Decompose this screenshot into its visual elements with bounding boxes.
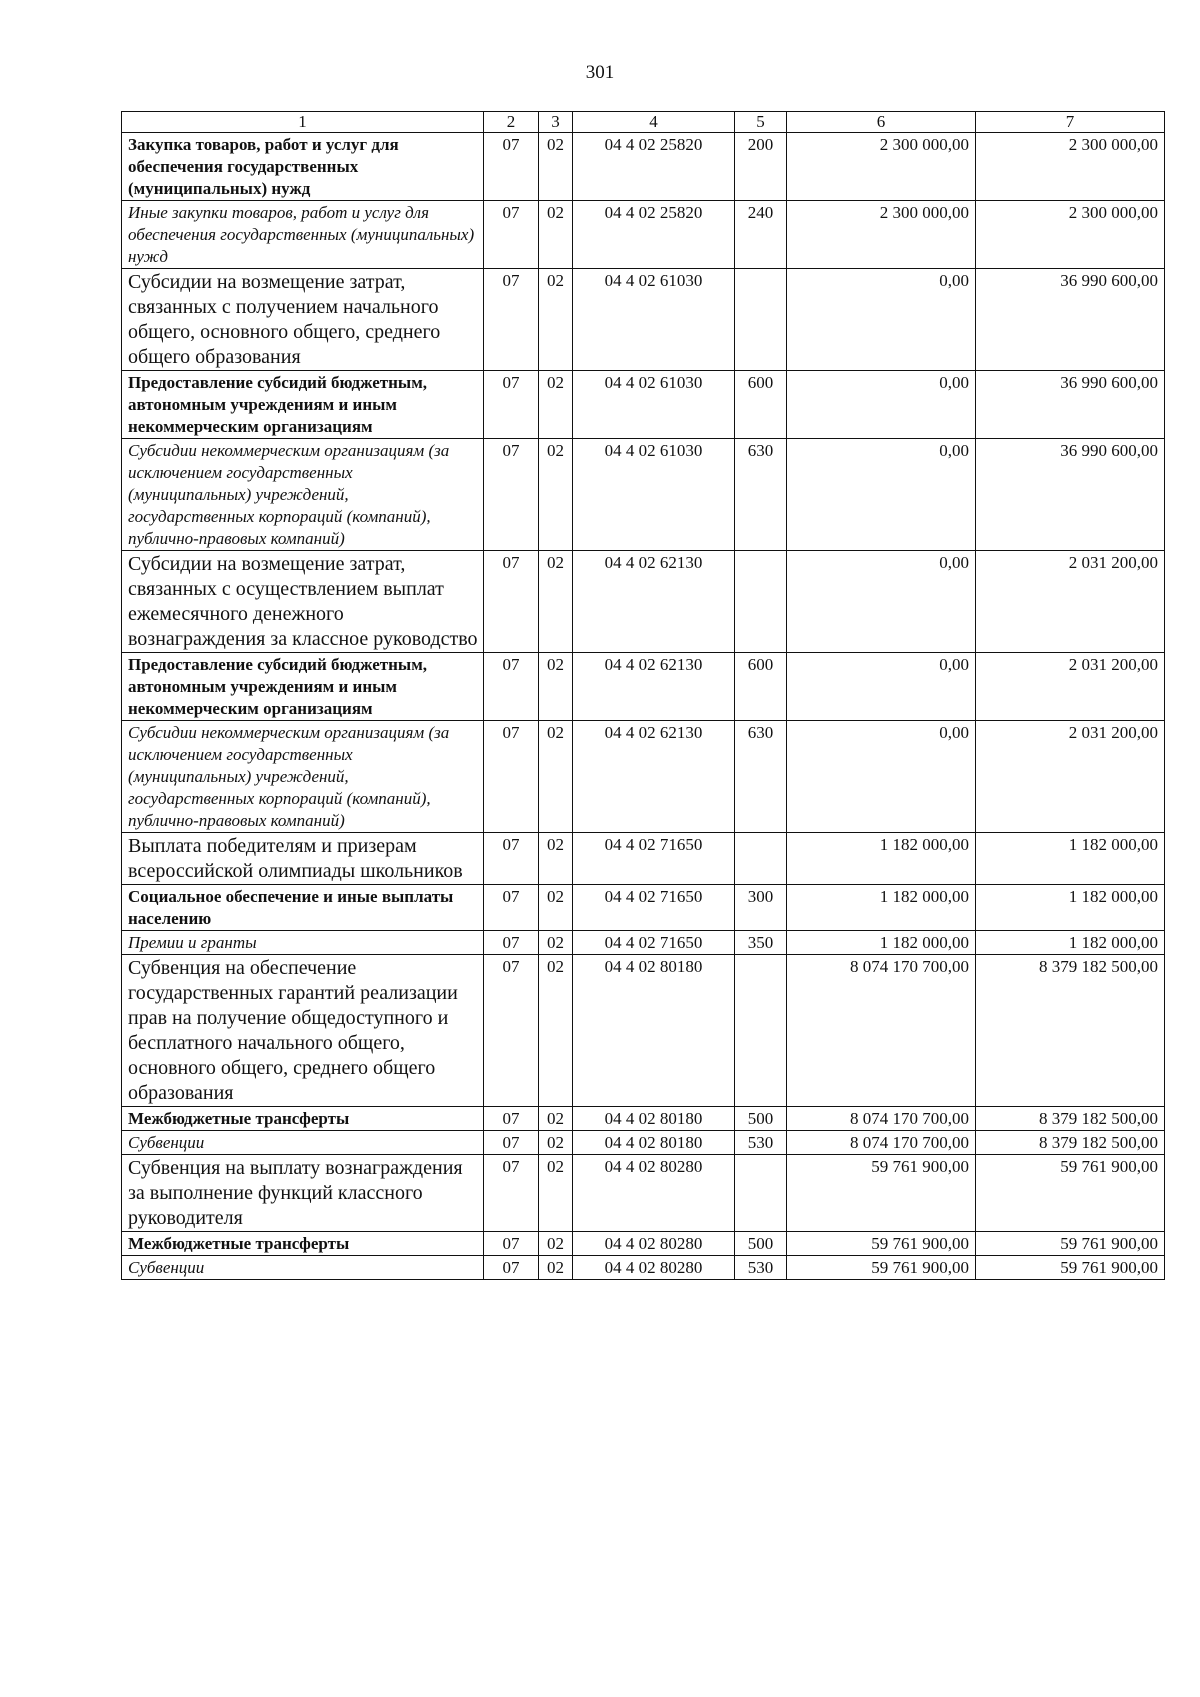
- table-row: [122, 955, 1165, 1107]
- cell-expense-type: [735, 833, 787, 885]
- cell-amount-col6: 0,00: [787, 721, 976, 833]
- cell-expense-type: [735, 1155, 787, 1232]
- cell-target-code: 04 4 02 80180: [573, 1131, 735, 1155]
- cell-section: 07: [484, 439, 539, 551]
- cell-target-code: 04 4 02 71650: [573, 885, 735, 931]
- cell-target-code: 04 4 02 80280: [573, 1256, 735, 1280]
- cell-section: 07: [484, 1232, 539, 1256]
- cell-amount-col6: 59 761 900,00: [787, 1155, 976, 1232]
- cell-expense-type: 500: [735, 1232, 787, 1256]
- cell-amount-col6: 2 300 000,00: [787, 201, 976, 269]
- cell-section: 07: [484, 1131, 539, 1155]
- cell-target-code: 04 4 02 71650: [573, 833, 735, 885]
- cell-target-code: 04 4 02 62130: [573, 653, 735, 721]
- header-col-3: 3: [539, 112, 573, 133]
- cell-target-code: 04 4 02 80280: [573, 1155, 735, 1232]
- cell-name: Предоставление субсидий бюджетным, автономным учреждениям и иным некоммерческим организациям: [122, 653, 484, 721]
- cell-expense-type: 350: [735, 931, 787, 955]
- cell-amount-col7: 8 379 182 500,00: [976, 1131, 1165, 1155]
- header-row: [122, 112, 1165, 133]
- cell-amount-col6: 8 074 170 700,00: [787, 1107, 976, 1131]
- cell-amount-col7: 2 031 200,00: [976, 721, 1165, 833]
- cell-subsection: 02: [539, 1232, 573, 1256]
- cell-section: 07: [484, 1256, 539, 1280]
- cell-expense-type: [735, 551, 787, 653]
- cell-expense-type: 530: [735, 1131, 787, 1155]
- cell-section: 07: [484, 833, 539, 885]
- cell-name: Межбюджетные трансферты: [122, 1107, 484, 1131]
- header-col-5: 5: [735, 112, 787, 133]
- cell-target-code: 04 4 02 61030: [573, 439, 735, 551]
- cell-amount-col7: 1 182 000,00: [976, 833, 1165, 885]
- cell-subsection: 02: [539, 931, 573, 955]
- cell-subsection: 02: [539, 885, 573, 931]
- cell-subsection: 02: [539, 133, 573, 201]
- cell-name: Предоставление субсидий бюджетным, автономным учреждениям и иным некоммерческим организациям: [122, 371, 484, 439]
- cell-subsection: 02: [539, 1256, 573, 1280]
- cell-target-code: 04 4 02 71650: [573, 931, 735, 955]
- cell-target-code: 04 4 02 61030: [573, 269, 735, 371]
- cell-amount-col7: 8 379 182 500,00: [976, 1107, 1165, 1131]
- cell-subsection: 02: [539, 1131, 573, 1155]
- cell-expense-type: 530: [735, 1256, 787, 1280]
- cell-expense-type: [735, 269, 787, 371]
- cell-amount-col6: 1 182 000,00: [787, 885, 976, 931]
- table-row: [122, 1107, 1165, 1131]
- table-row: [122, 1131, 1165, 1155]
- cell-subsection: 02: [539, 1107, 573, 1131]
- cell-target-code: 04 4 02 80280: [573, 1232, 735, 1256]
- cell-amount-col6: 0,00: [787, 269, 976, 371]
- cell-name: Субвенции: [122, 1131, 484, 1155]
- cell-name: Субсидии некоммерческим организациям (за исключением государственных (муниципальных) учреждений, государственных корпораций (компаний), публично-правовых компаний): [122, 721, 484, 833]
- cell-name: Субсидии на возмещение затрат, связанных с осуществлением выплат ежемесячного денежного вознаграждения за классное руководство: [122, 551, 484, 653]
- cell-expense-type: 200: [735, 133, 787, 201]
- cell-expense-type: 630: [735, 439, 787, 551]
- cell-target-code: 04 4 02 25820: [573, 133, 735, 201]
- cell-expense-type: [735, 955, 787, 1107]
- cell-amount-col6: 8 074 170 700,00: [787, 955, 976, 1107]
- header-col-1: 1: [122, 112, 484, 133]
- cell-section: 07: [484, 931, 539, 955]
- table-row: [122, 201, 1165, 269]
- table-row: [122, 931, 1165, 955]
- cell-amount-col6: 0,00: [787, 551, 976, 653]
- cell-subsection: 02: [539, 269, 573, 371]
- cell-section: 07: [484, 201, 539, 269]
- header-col-2: 2: [484, 112, 539, 133]
- cell-amount-col6: 0,00: [787, 371, 976, 439]
- cell-name: Межбюджетные трансферты: [122, 1232, 484, 1256]
- cell-amount-col7: 2 300 000,00: [976, 133, 1165, 201]
- cell-subsection: 02: [539, 371, 573, 439]
- cell-name: Субвенция на обеспечение государственных гарантий реализации прав на получение общедоступного и бесплатного начального общего, основного общего, среднего общего образования: [122, 955, 484, 1107]
- cell-section: 07: [484, 551, 539, 653]
- cell-section: 07: [484, 955, 539, 1107]
- cell-name: Субвенции: [122, 1256, 484, 1280]
- cell-amount-col7: 59 761 900,00: [976, 1256, 1165, 1280]
- table-row: [122, 833, 1165, 885]
- cell-expense-type: 500: [735, 1107, 787, 1131]
- cell-amount-col6: 0,00: [787, 439, 976, 551]
- cell-expense-type: 300: [735, 885, 787, 931]
- cell-target-code: 04 4 02 80180: [573, 1107, 735, 1131]
- cell-amount-col7: 36 990 600,00: [976, 371, 1165, 439]
- cell-subsection: 02: [539, 833, 573, 885]
- cell-amount-col7: 8 379 182 500,00: [976, 955, 1165, 1107]
- cell-section: 07: [484, 269, 539, 371]
- cell-target-code: 04 4 02 62130: [573, 551, 735, 653]
- cell-subsection: 02: [539, 1155, 573, 1232]
- cell-amount-col6: 0,00: [787, 653, 976, 721]
- cell-amount-col6: 59 761 900,00: [787, 1232, 976, 1256]
- header-col-6: 6: [787, 112, 976, 133]
- cell-amount-col7: 59 761 900,00: [976, 1155, 1165, 1232]
- cell-name: Иные закупки товаров, работ и услуг для обеспечения государственных (муниципальных) нужд: [122, 201, 484, 269]
- cell-amount-col6: 2 300 000,00: [787, 133, 976, 201]
- cell-expense-type: 600: [735, 371, 787, 439]
- cell-amount-col7: 2 031 200,00: [976, 551, 1165, 653]
- table-row: [122, 439, 1165, 551]
- table-row: [122, 133, 1165, 201]
- cell-name: Премии и гранты: [122, 931, 484, 955]
- cell-amount-col7: 59 761 900,00: [976, 1232, 1165, 1256]
- table-row: [122, 653, 1165, 721]
- cell-target-code: 04 4 02 61030: [573, 371, 735, 439]
- cell-expense-type: 630: [735, 721, 787, 833]
- cell-amount-col6: 59 761 900,00: [787, 1256, 976, 1280]
- cell-name: Закупка товаров, работ и услуг для обеспечения государственных (муниципальных) нужд: [122, 133, 484, 201]
- cell-subsection: 02: [539, 955, 573, 1107]
- table-row: [122, 551, 1165, 653]
- budget-table-container: [121, 111, 1165, 1280]
- cell-target-code: 04 4 02 80180: [573, 955, 735, 1107]
- table-row: [122, 721, 1165, 833]
- cell-section: 07: [484, 1155, 539, 1232]
- cell-amount-col6: 1 182 000,00: [787, 833, 976, 885]
- cell-amount-col7: 36 990 600,00: [976, 439, 1165, 551]
- cell-expense-type: 600: [735, 653, 787, 721]
- cell-section: 07: [484, 133, 539, 201]
- cell-name: Выплата победителям и призерам всероссийской олимпиады школьников: [122, 833, 484, 885]
- cell-amount-col7: 36 990 600,00: [976, 269, 1165, 371]
- cell-section: 07: [484, 653, 539, 721]
- cell-section: 07: [484, 371, 539, 439]
- cell-name: Субсидии некоммерческим организациям (за исключением государственных (муниципальных) учреждений, государственных корпораций (компаний), публично-правовых компаний): [122, 439, 484, 551]
- header-col-4: 4: [573, 112, 735, 133]
- cell-target-code: 04 4 02 62130: [573, 721, 735, 833]
- cell-amount-col7: 2 300 000,00: [976, 201, 1165, 269]
- table-header: [122, 112, 1165, 133]
- cell-amount-col7: 2 031 200,00: [976, 653, 1165, 721]
- table-row: [122, 1256, 1165, 1280]
- cell-amount-col6: 8 074 170 700,00: [787, 1131, 976, 1155]
- cell-expense-type: 240: [735, 201, 787, 269]
- table-row: [122, 1232, 1165, 1256]
- page-number: 301: [585, 62, 615, 83]
- cell-section: 07: [484, 1107, 539, 1131]
- cell-subsection: 02: [539, 201, 573, 269]
- budget-table: [121, 111, 1165, 1280]
- table-row: [122, 1155, 1165, 1232]
- cell-name: Социальное обеспечение и иные выплаты населению: [122, 885, 484, 931]
- cell-subsection: 02: [539, 721, 573, 833]
- cell-name: Субсидии на возмещение затрат, связанных с получением начального общего, основного общего, среднего общего образования: [122, 269, 484, 371]
- cell-section: 07: [484, 885, 539, 931]
- cell-amount-col6: 1 182 000,00: [787, 931, 976, 955]
- cell-target-code: 04 4 02 25820: [573, 201, 735, 269]
- cell-subsection: 02: [539, 551, 573, 653]
- cell-amount-col7: 1 182 000,00: [976, 885, 1165, 931]
- table-body: [122, 133, 1165, 1280]
- cell-subsection: 02: [539, 653, 573, 721]
- table-row: [122, 371, 1165, 439]
- table-row: [122, 885, 1165, 931]
- cell-name: Субвенция на выплату вознаграждения за выполнение функций классного руководителя: [122, 1155, 484, 1232]
- table-row: [122, 269, 1165, 371]
- cell-amount-col7: 1 182 000,00: [976, 931, 1165, 955]
- cell-section: 07: [484, 721, 539, 833]
- cell-subsection: 02: [539, 439, 573, 551]
- header-col-7: 7: [976, 112, 1165, 133]
